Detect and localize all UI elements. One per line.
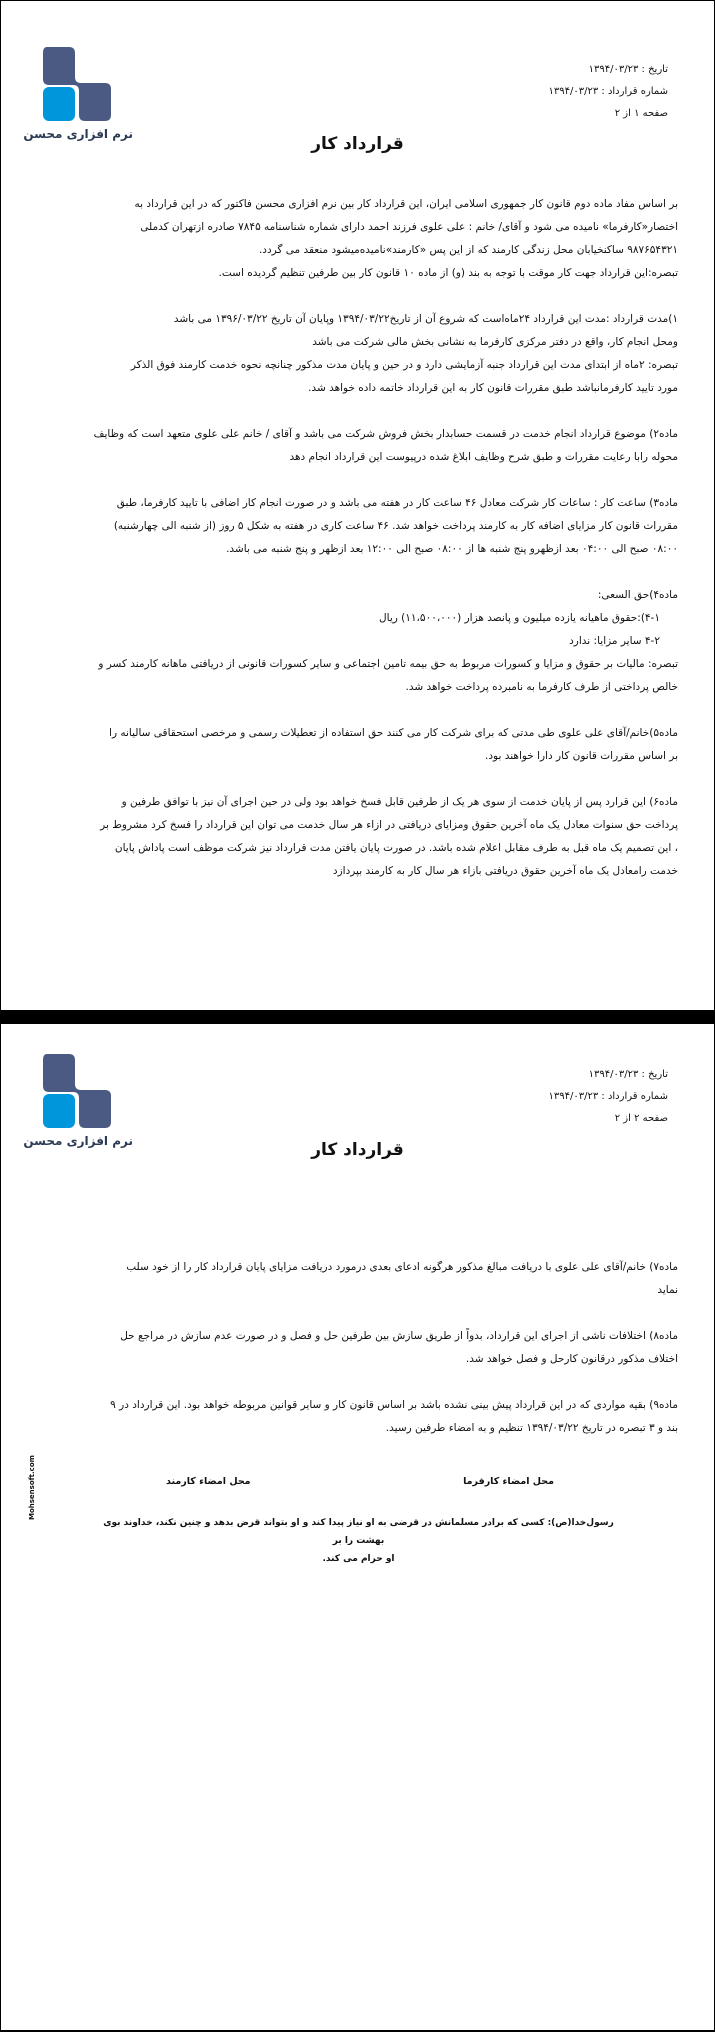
text-line: ماده۴)حق السعی: [597, 589, 678, 601]
logo-text: نرم افزاری محسن [23, 127, 133, 141]
paragraph-article-9 [45, 1394, 678, 1440]
document-page-1 [0, 0, 715, 1011]
document-title: قرارداد کار [311, 1140, 404, 1160]
text-line: ماده۹) بقیه مواردی که در این قرارداد پیش بینی نشده باشد بر اساس قانون کار و سایر قوانین مربوطه خواهد بود. این قرارداد در ۹ [110, 1399, 678, 1411]
text-line: بر اساس مفاد ماده دوم قانون کار جمهوری اسلامی ایران، این قرارداد کار بین نرم افزاری محسن فاکتور که در این قرارداد به [134, 198, 678, 210]
contract-body [45, 193, 678, 883]
document-meta [549, 1064, 669, 1130]
contract-body [45, 1256, 678, 1440]
date-field: تاریخ : ۱۳۹۴/۰۳/۲۳ [588, 64, 668, 75]
paragraph-article-8 [45, 1325, 678, 1371]
paragraph-article-6 [45, 791, 678, 883]
text-line: ۱)مدت قرارداد :مدت این قرارداد ۲۴ماه‌است که شروع آن از تاریخ۱۳۹۴/۰۳/۲۲ وپایان آن تاریخ ۱۳۹۶/۰۳/۲۲ می باشد [173, 313, 678, 325]
document-meta [549, 59, 669, 125]
text-line: اختصار«کارفرما» نامیده می شود و آقای/ خانم : علی علوی فرزند احمد دارای شماره شناسنامه ۷۸۴۵ صادره ازتهران کدملی [140, 221, 678, 233]
text-line: او حرام می کند. [322, 1554, 395, 1564]
text-line: مورد تایید کارفرمانباشد طبق مقررات قانون کار به این قرارداد خاتمه داده خواهد شد. [308, 382, 678, 394]
text-line: تبصره: ۲ماه از ابتدای مدت این قرارداد جنبه آزمایشی دارد و در حین و پایان مدت مذکور چنانچه نحوه خدمت کارمند فوق الذکر [130, 359, 678, 371]
document-page-2 [0, 1024, 715, 2032]
salary-line: ۴-۱):حقوق ماهیانه یازده میلیون و پانصد هزار (۱۱،۵۰۰،۰۰۰) ریال [379, 612, 660, 624]
text-line: پرداخت حق سنوات معادل یک ماه آخرین حقوق ومزایای دریافتی در ازاء هر سال خدمت می توان این قرارداد را فسخ کرد مشروط بر [100, 819, 678, 831]
text-line: مقررات قانون کار مزایای اضافه کار به کارمند پرداخت خواهد شد. ۴۶ ساعت کاری در هفته به شکل ۵ روز (از شنبه الی چهارشنبه) [113, 520, 678, 532]
logo-mark-icon [43, 1054, 123, 1134]
employee-signature-label: محل امضاء کارمند [166, 1476, 251, 1487]
text-line: خدمت رامعادل یک ماه آخرین حقوق دریافتی بازاء هر سال کار به کارمند بپردازد [332, 865, 678, 877]
paragraph-article-5 [45, 722, 678, 768]
text-line: ۹۸۷۶۵۴۳۲۱ ساکنخیابان محل زندگی کارمند که از این پس «کارمند»نامیده‌میشود منعقد می گردد. [258, 244, 678, 256]
text-line: اختلاف مذکور درقانون کارحل و فصل خواهد شد. [465, 1353, 678, 1365]
paragraph-article-2 [45, 423, 678, 469]
paragraph-article-7 [45, 1256, 678, 1302]
text-line: ۰۸:۰۰ صبح الی ۰۴:۰۰ بعد ازظهرو پنج شنبه ها از ۰۸:۰۰ صبح الی ۱۲:۰۰ بعد ازظهر و پنج شنبه می باشد. [226, 543, 678, 555]
paragraph-article-3 [45, 492, 678, 561]
paragraph-article-4 [45, 584, 678, 699]
hadith-quote [96, 1514, 621, 1568]
logo-mark-icon [43, 47, 123, 127]
text-line: ماده۷) خانم/آقای علی علوی با دریافت مبالغ مذکور هرگونه ادعای بعدی درمورد دریافت مزایای پایان قرارداد کار را از خود سلب [126, 1261, 678, 1273]
text-line: بند و ۳ تبصره در تاریخ ۱۳۹۴/۰۳/۲۲ تنظیم و به امضاء طرفین رسید. [385, 1422, 678, 1434]
text-line: تبصره:این قرارداد جهت کار موقت با توجه به بند (و) از ماده ۱۰ قانون کار بین طرفین تنظیم گردیده است. [218, 267, 678, 279]
text-line: ماده۲) موضوع قرارداد انجام خدمت در قسمت حسابدار بخش فروش شرکت می باشد و آقای / خانم علی علوی متعهد است که وظایف [93, 428, 678, 440]
text-line: ، این تصمیم یک ماه قبل به طرف مقابل اعلام شده باشد. در صورت پایان یافتن مدت قرارداد نیز شرکت موظف است پاداش پایان [114, 842, 678, 854]
website-watermark: Mohsensoft.com [28, 1455, 36, 1520]
document-title: قرارداد کار [311, 134, 404, 154]
benefits-line: ۴-۲ سایر مزایا: ندارد [569, 635, 660, 647]
date-field: تاریخ : ۱۳۹۴/۰۳/۲۳ [588, 1069, 668, 1080]
text-line: ومحل انجام کار، واقع در دفتر مرکزی کارفرما به نشانی بخش مالی شرکت می باشد [312, 336, 678, 348]
text-line: ماده۳) ساعت کار : ساعات کار شرکت معادل ۴۶ ساعت کار در هفته می باشد و در صورت انجام کار اضافی با تایید کارفرما، طبق [116, 497, 678, 509]
page-number: صفحه ۲ از ۲ [614, 1113, 668, 1124]
contract-number-field: شماره قرارداد : ۱۳۹۴/۰۳/۲۳ [548, 86, 668, 97]
page-separator [0, 1010, 715, 1024]
contract-number-field: شماره قرارداد : ۱۳۹۴/۰۳/۲۳ [548, 1091, 668, 1102]
text-line: خالص پرداختی از طرف کارفرما به نامبرده پرداخت خواهد شد. [405, 681, 678, 693]
text-line: تبصره: مالیات بر حقوق و مزایا و کسورات مربوط به حق بیمه تامین اجتماعی و سایر کسورات قانونی از دریافتی ماهانه کارمند کسر و [98, 658, 678, 670]
text-line: محوله رابا رعایت مقررات و طبق شرح وظایف ابلاغ شده درپیوست این قرارداد انجام دهد [289, 451, 678, 463]
company-logo [23, 1054, 133, 1152]
employer-signature-label: محل امضاء کارفرما [463, 1476, 554, 1487]
text-line: نماید [657, 1284, 678, 1296]
text-line: ماده۸) اختلافات ناشی از اجرای این قرارداد، بدواً از طریق سازش بین طرفین حل و فصل و در صورت عدم سازش در مراجع حل [120, 1330, 678, 1342]
text-line: ماده۵)خانم/آقای علی علوی طی مدتی که برای شرکت کار می کنند حق استفاده از تعطیلات رسمی و مرخصی استحقاقی سالیانه را [109, 727, 678, 739]
text-line: ماده۶) این قرارد پس از پایان خدمت از سوی هر یک از طرفین قابل فسخ خواهد بود ولی در حین اجرای آن نیز با توافق طرفین و [121, 796, 678, 808]
text-line: بر اساس مقررات قانون کار دارا خواهند بود. [485, 750, 678, 762]
text-line: رسول‌خدا(ص): کسی که برادر مسلمانش در قرضی به او نیاز پیدا کند و او بتواند قرض بدهد و چنین نکند، خداوند بوی بهشت را بر [103, 1518, 614, 1546]
paragraph-intro [45, 193, 678, 285]
page-number: صفحه ۱ از ۲ [614, 108, 668, 119]
company-logo [23, 47, 133, 145]
paragraph-article-1 [45, 308, 678, 400]
logo-text: نرم افزاری محسن [23, 1134, 133, 1148]
